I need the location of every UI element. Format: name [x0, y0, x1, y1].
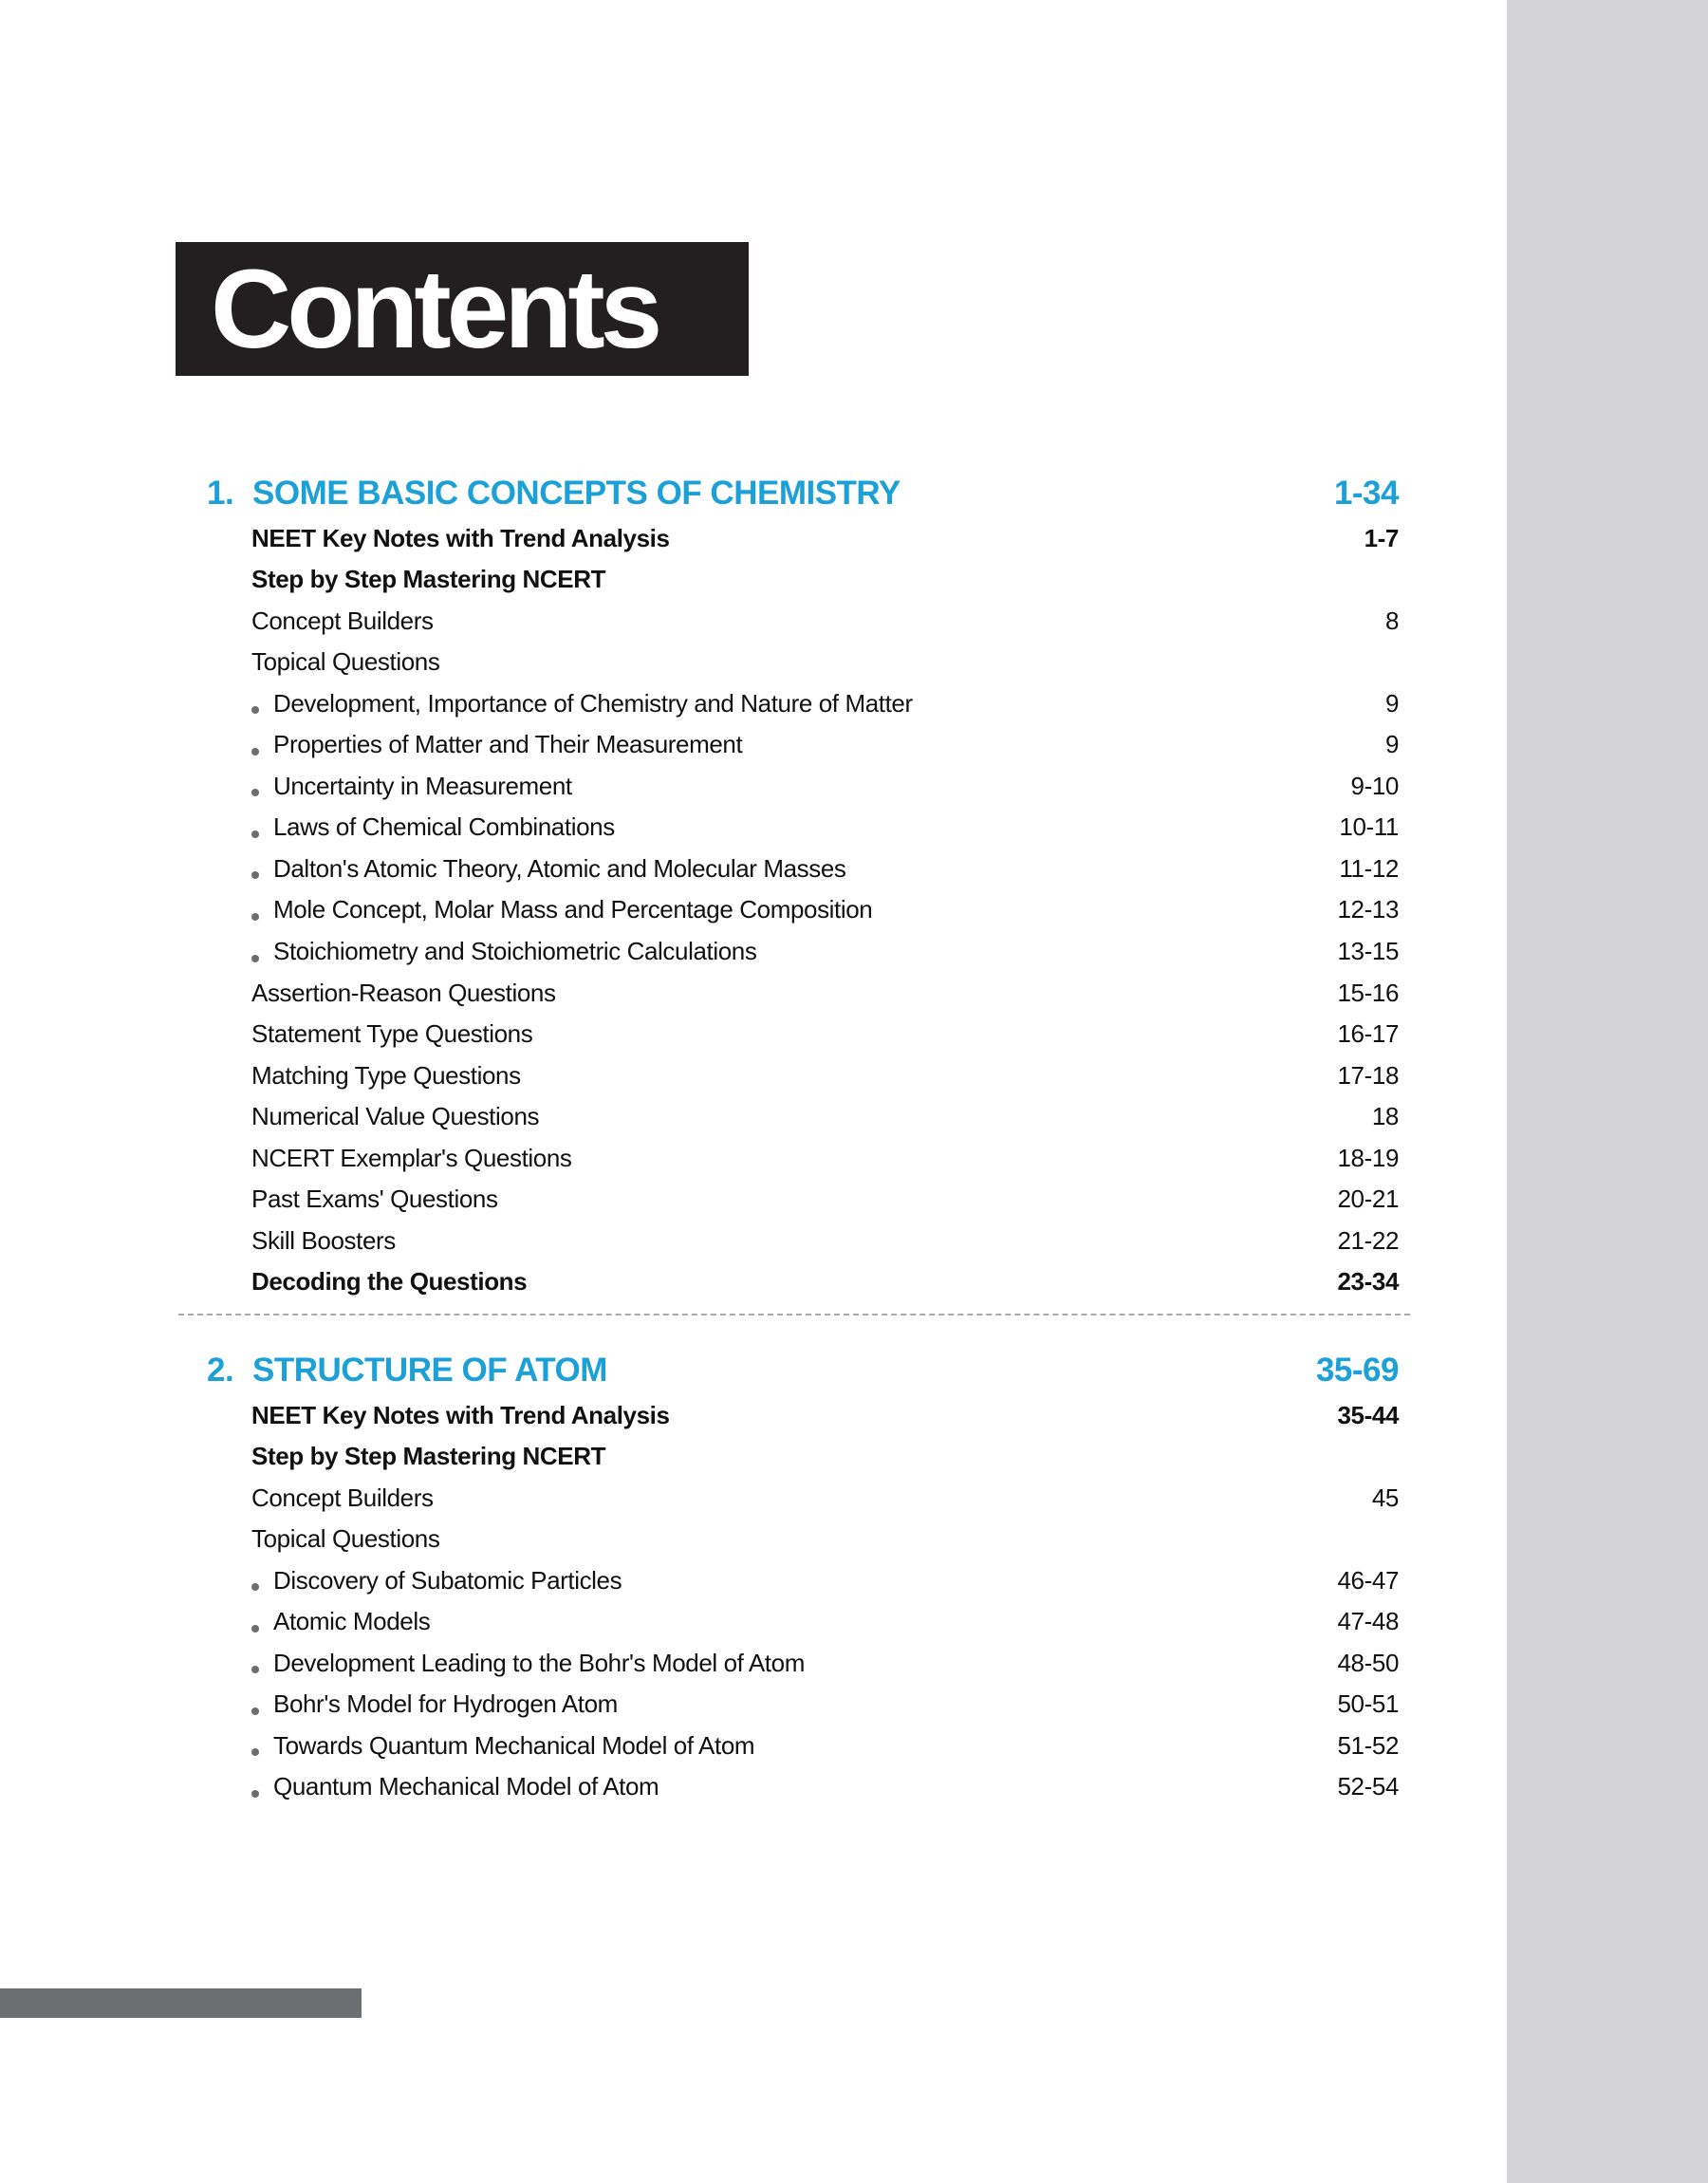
toc-entry — [251, 1181, 1399, 1219]
entry-label-text: Statement Type Questions — [251, 1019, 533, 1049]
chapter-heading — [207, 471, 1399, 516]
entry-label — [251, 565, 605, 594]
chapter-title: SOME BASIC CONCEPTS OF CHEMISTRY — [252, 475, 900, 512]
entry-label-text: Quantum Mechanical Model of Atom — [273, 1772, 659, 1801]
entry-label-text: Topical Questions — [251, 647, 440, 677]
contents-title-box — [176, 242, 749, 376]
entry-label — [251, 1019, 532, 1049]
entry-pages: 9-10 — [1350, 771, 1399, 800]
toc-entry — [251, 1603, 1399, 1641]
bullet-icon — [251, 1666, 259, 1673]
toc-entry — [251, 1263, 1399, 1301]
toc-entry — [251, 809, 1399, 847]
chapter-title: STRUCTURE OF ATOM — [252, 1352, 607, 1389]
chapter-pages: 35-69 — [1315, 1352, 1399, 1389]
entry-label — [251, 647, 439, 677]
entry-label-text: Decoding the Questions — [251, 1267, 528, 1297]
chapter-heading — [207, 1348, 1399, 1393]
entry-label-text: Step by Step Mastering NCERT — [251, 1442, 606, 1471]
entry-pages: 8 — [1384, 606, 1399, 635]
toc-entry — [251, 1768, 1399, 1806]
entry-pages: 46-47 — [1337, 1565, 1399, 1595]
bullet-icon — [251, 706, 259, 714]
entry-label — [251, 1524, 439, 1554]
toc-entry — [251, 1561, 1399, 1599]
entry-label-text: Concept Builders — [251, 1483, 434, 1512]
entry-label-text: Assertion-Reason Questions — [251, 978, 556, 1007]
entry-label — [251, 730, 742, 759]
entry-label — [251, 1483, 434, 1513]
entry-label — [251, 812, 615, 842]
toc-entry — [251, 1056, 1399, 1094]
chapter-number: 2. — [207, 1352, 234, 1389]
entry-label-text: Past Exams' Questions — [251, 1185, 498, 1214]
entry-label — [251, 1731, 754, 1761]
entry-label — [251, 606, 434, 636]
entry-label — [251, 1649, 805, 1678]
entry-pages: 51-52 — [1337, 1730, 1399, 1760]
entry-label — [251, 1401, 670, 1430]
entry-label — [251, 689, 913, 718]
entry-pages: 17-18 — [1337, 1060, 1399, 1090]
entry-label-text: Skill Boosters — [251, 1225, 396, 1255]
bullet-icon — [251, 748, 259, 756]
entry-pages: 11-12 — [1339, 853, 1399, 883]
toc-entry — [251, 1016, 1399, 1054]
entry-label-text: Topical Questions — [251, 1524, 440, 1554]
entry-pages: 9 — [1384, 730, 1399, 759]
toc-entry — [251, 1098, 1399, 1136]
bullet-icon — [251, 789, 259, 796]
bullet-icon — [251, 1625, 259, 1633]
entry-pages: 15-16 — [1337, 978, 1399, 1007]
toc-entry — [251, 974, 1399, 1012]
chapter-divider — [178, 1314, 1410, 1315]
chapter-title-group — [207, 475, 900, 513]
chapter-pages: 1-34 — [1333, 475, 1399, 512]
toc-entry — [251, 684, 1399, 722]
entry-pages: 18 — [1371, 1102, 1399, 1131]
toc-entry — [251, 644, 1399, 681]
entry-pages: 48-50 — [1337, 1648, 1399, 1677]
bullet-icon — [251, 955, 259, 962]
toc-entry — [251, 561, 1399, 599]
entry-label — [251, 1061, 521, 1091]
entry-label-text: Development, Importance of Chemistry and Nature of Matter — [273, 688, 913, 718]
entry-label — [251, 1267, 527, 1297]
entry-pages: 18-19 — [1337, 1143, 1399, 1172]
bullet-icon — [251, 1790, 259, 1798]
entry-label-text: Atomic Models — [273, 1607, 431, 1636]
entry-label — [251, 1185, 498, 1214]
entry-label-text: Stoichiometry and Stoichiometric Calculations — [273, 937, 757, 965]
toc-entry — [251, 1396, 1399, 1434]
toc-entry — [251, 1644, 1399, 1682]
entry-label — [251, 854, 846, 884]
toc-entry — [251, 1139, 1399, 1177]
toc-entry — [251, 1521, 1399, 1558]
entry-pages: 45 — [1371, 1483, 1399, 1512]
entry-pages: 1-7 — [1364, 523, 1399, 552]
entry-label-text: Bohr's Model for Hydrogen Atom — [273, 1689, 618, 1719]
entry-label — [251, 1226, 396, 1256]
entry-label-text: Numerical Value Questions — [251, 1102, 540, 1131]
entry-label-text: Concept Builders — [251, 606, 434, 635]
bullet-icon — [251, 1583, 259, 1591]
entry-label-text: NEET Key Notes with Trend Analysis — [251, 523, 670, 552]
entry-pages: 12-13 — [1337, 895, 1399, 924]
entry-label-text: Matching Type Questions — [251, 1060, 521, 1090]
entry-pages: 20-21 — [1337, 1185, 1399, 1214]
entry-label — [251, 1144, 572, 1173]
toc-entry — [251, 933, 1399, 971]
entry-label-text: Towards Quantum Mechanical Model of Atom — [273, 1730, 755, 1760]
entry-pages: 10-11 — [1339, 812, 1399, 842]
entry-pages: 13-15 — [1337, 937, 1399, 965]
entry-label-text: Development Leading to the Bohr's Model of Atom — [273, 1648, 805, 1677]
entry-pages: 35-44 — [1337, 1400, 1399, 1429]
entry-label-text: Mole Concept, Molar Mass and Percentage Composition — [273, 895, 873, 924]
toc-entry — [251, 1222, 1399, 1259]
bullet-icon — [251, 1707, 259, 1715]
entry-label — [251, 1607, 430, 1636]
entry-label — [251, 1772, 659, 1801]
entry-pages: 23-34 — [1337, 1267, 1399, 1297]
entry-pages: 52-54 — [1337, 1772, 1399, 1801]
entry-label — [251, 1102, 539, 1131]
bullet-icon — [251, 830, 259, 838]
bullet-icon — [251, 913, 259, 921]
toc-entry — [251, 1726, 1399, 1764]
entry-label — [251, 979, 556, 1008]
entry-pages: 50-51 — [1337, 1689, 1399, 1719]
side-margin-strip — [1507, 0, 1708, 2183]
toc-entry — [251, 726, 1399, 764]
toc-entry — [251, 767, 1399, 805]
chapter-title-group — [207, 1352, 607, 1390]
entry-pages: 16-17 — [1337, 1019, 1399, 1049]
footer-bar — [0, 1988, 362, 2018]
page-title: Contents — [211, 246, 659, 372]
entry-label-text: Properties of Matter and Their Measurement — [273, 730, 743, 759]
entry-pages: 21-22 — [1337, 1225, 1399, 1255]
toc-entry — [251, 891, 1399, 929]
toc-entry — [251, 1479, 1399, 1517]
entry-label — [251, 1566, 622, 1595]
entry-label-text: Discovery of Subatomic Particles — [273, 1565, 622, 1595]
entry-label — [251, 895, 872, 924]
bullet-icon — [251, 1748, 259, 1756]
entry-label — [251, 1689, 618, 1719]
entry-label-text: Uncertainty in Measurement — [273, 771, 572, 800]
toc-entry — [251, 849, 1399, 887]
bullet-icon — [251, 871, 259, 879]
entry-label-text: Laws of Chemical Combinations — [273, 812, 615, 842]
entry-label — [251, 937, 756, 966]
toc-entry — [251, 1438, 1399, 1476]
entry-label-text: Step by Step Mastering NCERT — [251, 565, 606, 594]
toc-entry — [251, 519, 1399, 557]
entry-label-text: NEET Key Notes with Trend Analysis — [251, 1400, 670, 1429]
entry-label — [251, 524, 670, 553]
entry-pages: 47-48 — [1337, 1607, 1399, 1636]
entry-pages: 9 — [1384, 688, 1399, 718]
chapter-number: 1. — [207, 475, 234, 512]
entry-label — [251, 772, 572, 801]
entry-label-text: NCERT Exemplar's Questions — [251, 1143, 572, 1172]
toc-entry — [251, 1686, 1399, 1724]
entry-label — [251, 1442, 605, 1471]
toc-entry — [251, 602, 1399, 640]
entry-label-text: Dalton's Atomic Theory, Atomic and Molecular Masses — [273, 853, 846, 883]
